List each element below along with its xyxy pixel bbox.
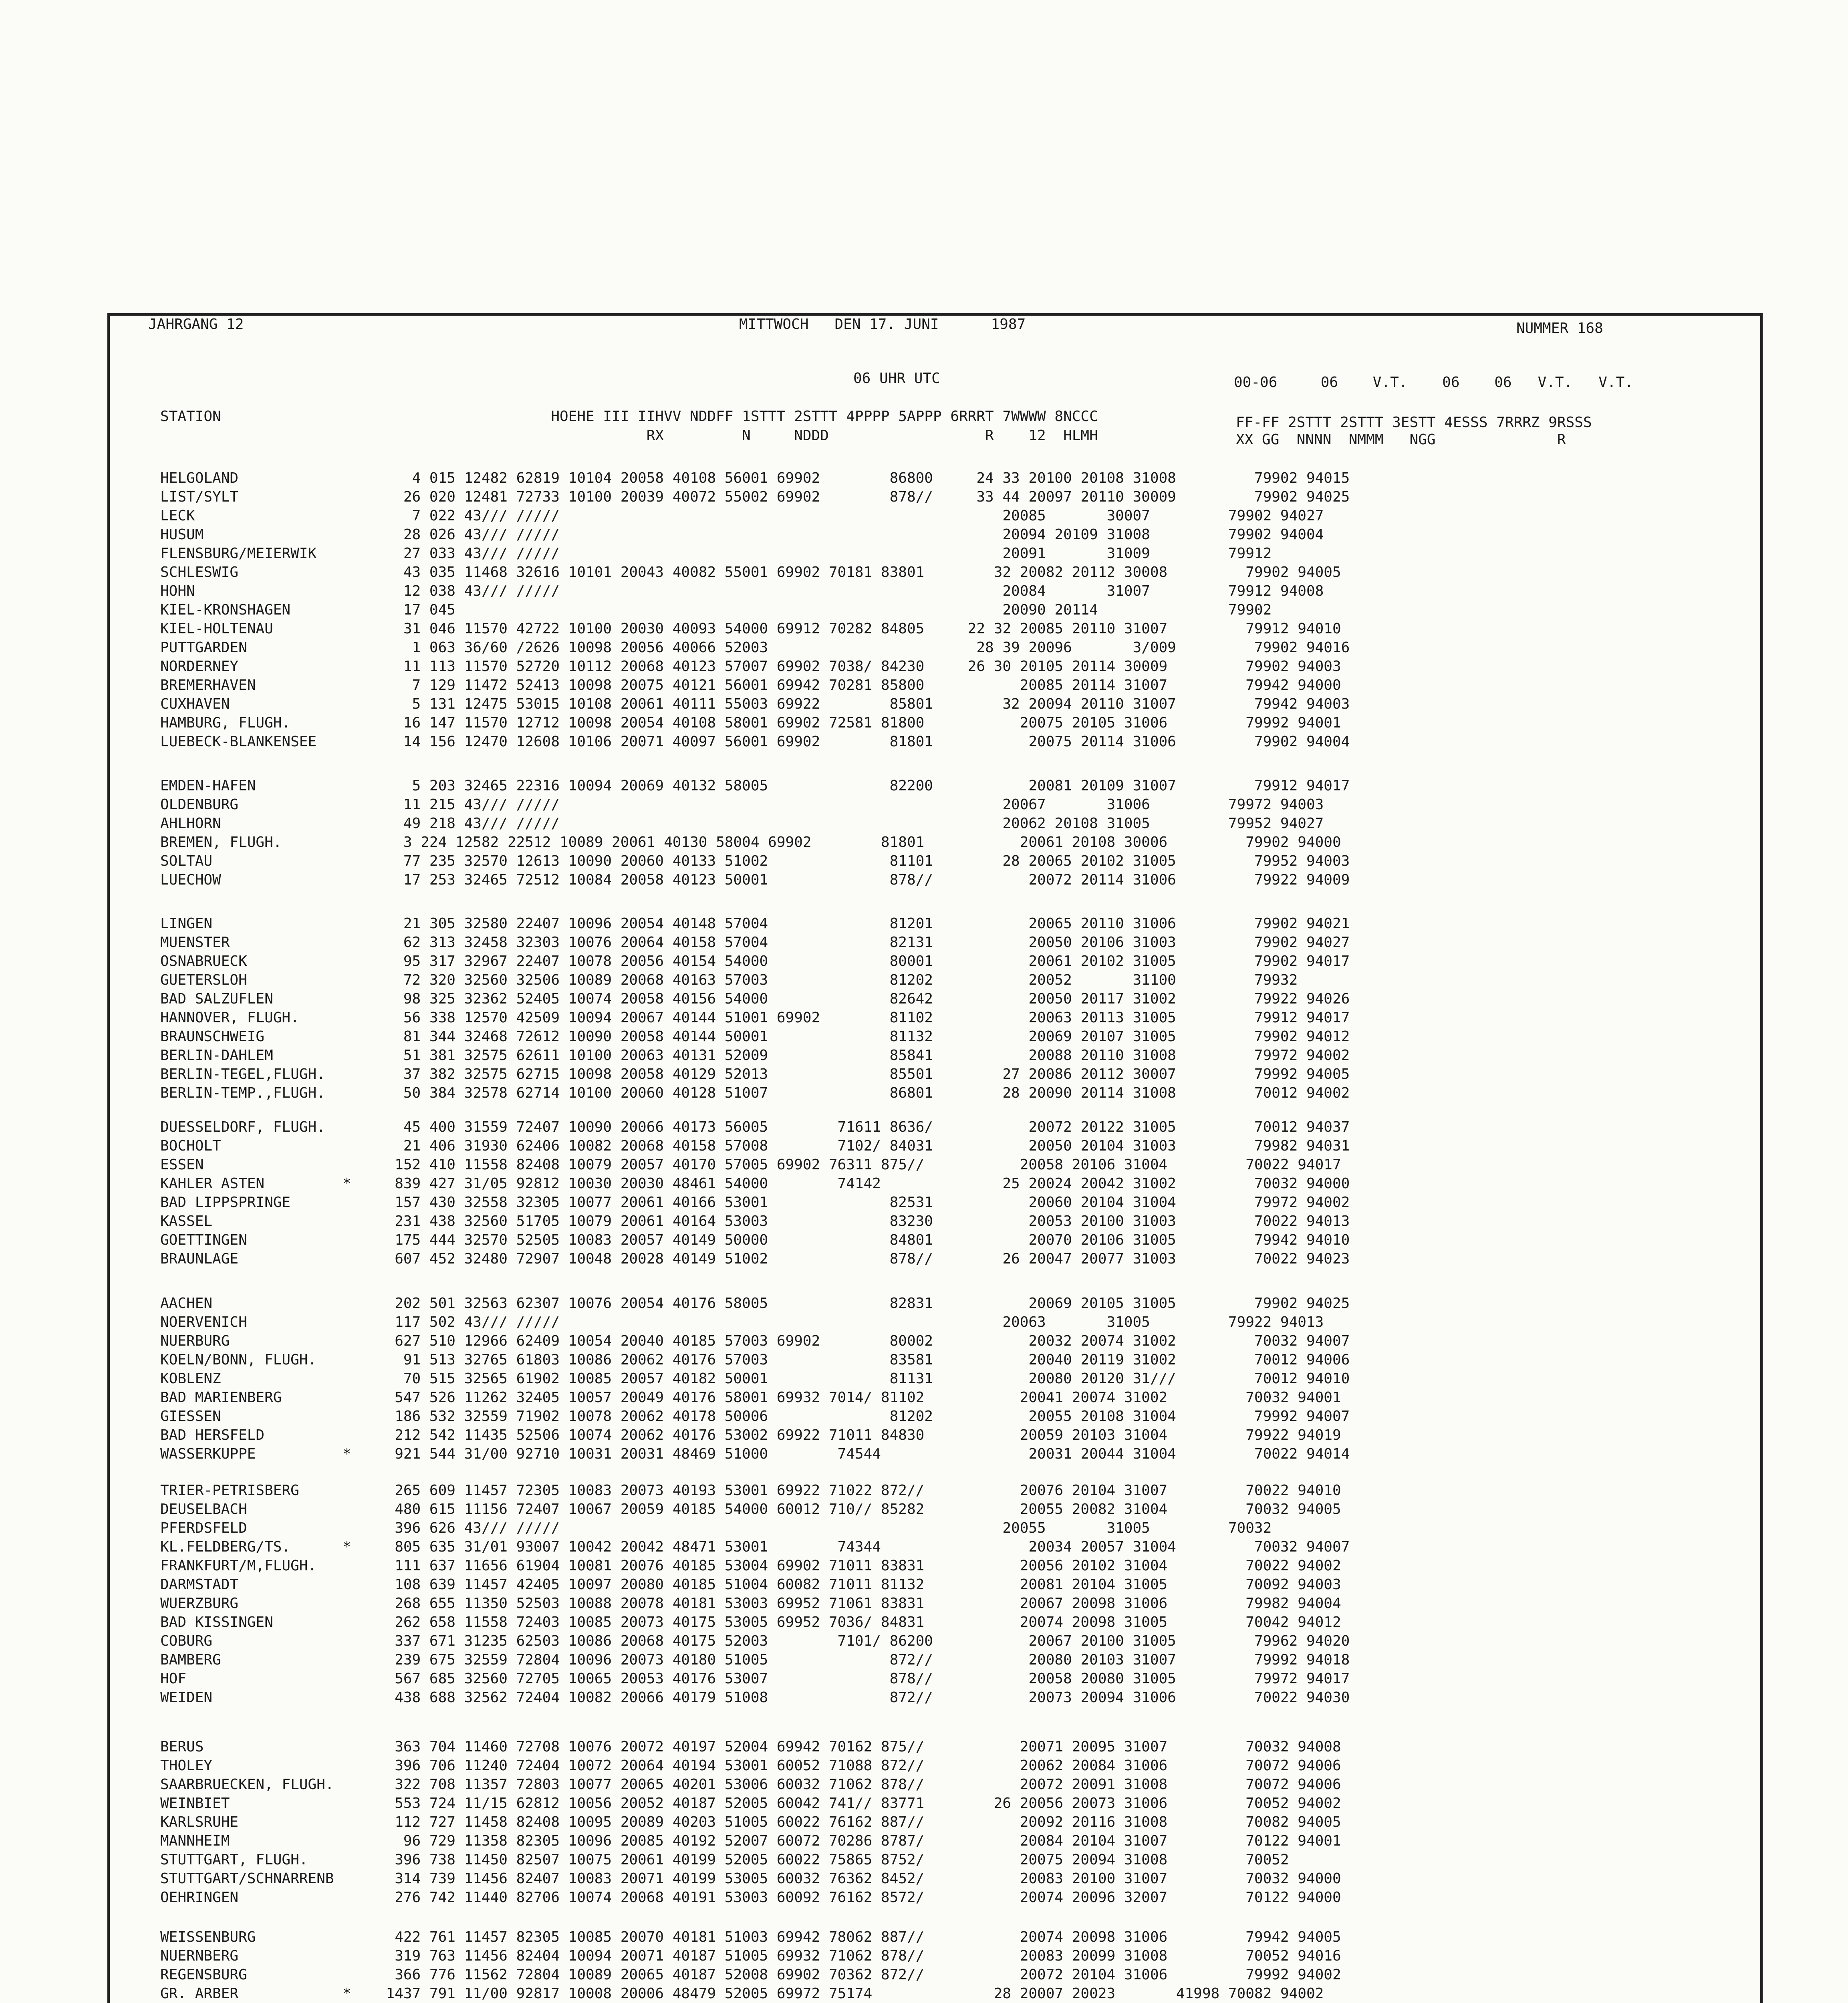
station-row: KASSEL 231 438 32560 51705 10079 20061 40164 53003 83230 20053 20100 31003 70022 94013 [160, 1213, 1350, 1229]
station-row: GOETTINGEN 175 444 32570 52505 10083 20057 40149 50000 84801 20070 20106 31005 79942 94010 [160, 1232, 1350, 1248]
station-row: BREMERHAVEN 7 129 11472 52413 10098 20075 40121 56001 69942 70281 85800 20085 20114 31007 79942 94000 [160, 677, 1341, 693]
station-row: GUETERSLOH 72 320 32560 32506 10089 20068 40163 57003 81202 20052 31100 79932 [160, 972, 1298, 988]
station-row: KAHLER ASTEN * 839 427 31/05 92812 10030 20030 48461 54000 74142 25 20024 20042 31002 70032 94000 [160, 1175, 1350, 1192]
station-row: BOCHOLT 21 406 31930 62406 10082 20068 40158 57008 7102/ 84031 20050 20104 31003 79982 94031 [160, 1138, 1350, 1154]
station-row: NOERVENICH 117 502 43/// ///// 20063 31005 79922 94013 [160, 1314, 1324, 1330]
station-block-5 [160, 1294, 1350, 1463]
station-row: OSNABRUECK 95 317 32967 22407 10078 20056 40154 54000 80001 20061 20102 31005 79902 94017 [160, 953, 1350, 969]
station-row: TRIER-PETRISBERG 265 609 11457 72305 10083 20073 40193 53001 69922 71022 872// 20076 20104 31007 70022 94010 [160, 1482, 1341, 1499]
station-row: MUENSTER 62 313 32458 32303 10076 20064 40158 57004 82131 20050 20106 31003 79902 94027 [160, 934, 1350, 951]
station-row: WEIDEN 438 688 32562 72404 10082 20066 40179 51008 872// 20073 20094 31006 70022 94030 [160, 1689, 1350, 1706]
station-row: COBURG 337 671 31235 62503 10086 20068 40175 52003 7101/ 86200 20067 20100 31005 79962 94020 [160, 1633, 1350, 1649]
station-row: DUESSELDORF, FLUGH. 45 400 31559 72407 10090 20066 40173 56005 71611 8636/ 20072 20122 31005 70012 94037 [160, 1119, 1350, 1135]
station-row: KIEL-KRONSHAGEN 17 045 20090 20114 79902 [160, 602, 1272, 618]
station-row: WUERZBURG 268 655 11350 52503 10088 20078 40181 53003 69952 71061 83831 20067 20098 31006 79982 94004 [160, 1595, 1341, 1612]
station-row: LUEBECK-BLANKENSEE 14 156 12470 12608 10106 20071 40097 56001 69902 81801 20075 20114 31006 79902 94004 [160, 733, 1350, 750]
station-row: BAD KISSINGEN 262 658 11558 72403 10085 20073 40175 53005 69952 7036/ 84831 20074 20098 31005 70042 94012 [160, 1614, 1341, 1630]
station-row: LIST/SYLT 26 020 12481 72733 10100 20039 40072 55002 69902 878// 33 44 20097 20110 30009 79902 94025 [160, 489, 1350, 505]
station-row: BAD LIPPSPRINGE 157 430 32558 32305 10077 20061 40166 53001 82531 20060 20104 31004 79972 94002 [160, 1194, 1350, 1211]
station-row: KIEL-HOLTENAU 31 046 11570 42722 10100 20030 40093 54000 69912 70282 84805 22 32 20085 20110 31007 79912 94010 [160, 621, 1341, 637]
issue-number: NUMMER 168 [1516, 320, 1603, 337]
station-row: BERLIN-DAHLEM 51 381 32575 62611 10100 20063 40131 52009 85841 20088 20110 31008 79972 94002 [160, 1047, 1350, 1064]
station-block-8 [160, 1928, 1341, 2003]
station-row: NORDERNEY 11 113 11570 52720 10112 20068 40123 57007 69902 7038/ 84230 26 30 20105 20114 30009 79902 94003 [160, 658, 1341, 675]
station-row: HOHN 12 038 43/// ///// 20084 31007 79912 94008 [160, 583, 1324, 599]
station-row: MANNHEIM 96 729 11358 82305 10096 20085 40192 52007 60072 70286 8787/ 20084 20104 31007 70122 94001 [160, 1833, 1341, 1849]
station-block-7 [160, 1737, 1341, 1907]
station-row: BAD HERSFELD 212 542 11435 52506 10074 20062 40176 53002 69922 71011 84830 20059 20103 31004 79922 94019 [160, 1427, 1341, 1443]
station-row: BERLIN-TEMP.,FLUGH. 50 384 32578 62714 10100 20060 40128 51007 86801 28 20090 20114 31008 70012 94002 [160, 1085, 1350, 1101]
station-row: HUSUM 28 026 43/// ///// 20094 20109 31008 79902 94004 [160, 526, 1324, 543]
station-row: BERUS 363 704 11460 72708 10076 20072 40197 52004 69942 70162 875// 20071 20095 31007 70032 94008 [160, 1739, 1341, 1755]
station-row: KL.FELDBERG/TS. * 805 635 31/01 93007 10042 20042 48471 53001 74344 20034 20057 31004 70032 94007 [160, 1539, 1350, 1555]
station-block-2 [160, 776, 1350, 889]
column-header-main: STATION HOEHE III IIHVV NDDFF 1STTT 2STTT 4PPPP 5APPP 6RRRT 7WWWW 8NCCC [160, 408, 1098, 425]
station-block-3 [160, 914, 1350, 1102]
station-row: REGENSBURG 366 776 11562 72804 10089 20065 40187 52008 69902 70362 872// 20072 20104 31006 79992 94002 [160, 1967, 1341, 1983]
station-block-6 [160, 1481, 1350, 1707]
station-row: NUERNBERG 319 763 11456 82404 10094 20071 40187 51005 69932 71062 878// 20083 20099 31008 70052 94016 [160, 1948, 1341, 1964]
station-block-4 [160, 1118, 1350, 1268]
station-row: FLENSBURG/MEIERWIK 27 033 43/// ///// 20091 31009 79912 [160, 545, 1272, 562]
column-header-right-sub: XX GG NNNN NMMM NGG R [1236, 431, 1566, 448]
date-label: MITTWOCH DEN 17. JUNI 1987 [739, 316, 1026, 332]
station-row: AACHEN 202 501 32563 62307 10076 20054 40176 58005 82831 20069 20105 31005 79902 94025 [160, 1295, 1350, 1312]
station-row: STUTTGART/SCHNARRENB 314 739 11456 82407 10083 20071 40199 53005 60032 76362 8452/ 20083 20100 31007 70032 94000 [160, 1870, 1341, 1887]
station-row: AHLHORN 49 218 43/// ///// 20062 20108 31005 79952 94027 [160, 815, 1324, 832]
station-row: ESSEN 152 410 11558 82408 10079 20057 40170 57005 69902 76311 875// 20058 20106 31004 70022 94017 [160, 1157, 1341, 1173]
station-row: PFERDSFELD 396 626 43/// ///// 20055 31005 70032 [160, 1520, 1272, 1536]
station-row: HELGOLAND 4 015 12482 62819 10104 20058 40108 56001 69902 86800 24 33 20100 20108 31008 79902 94015 [160, 470, 1350, 486]
station-row: BAD SALZUFLEN 98 325 32362 52405 10074 20058 40156 54000 82642 20050 20117 31002 79922 94026 [160, 991, 1350, 1007]
station-row: WEISSENBURG 422 761 11457 82305 10085 20070 40181 51003 69942 78062 887// 20074 20098 31006 79942 94005 [160, 1929, 1341, 1945]
station-row: SCHLESWIG 43 035 11468 32616 10101 20043 40082 55001 69902 70181 83801 32 20082 20112 30008 79902 94005 [160, 564, 1341, 580]
station-row: BAMBERG 239 675 32559 72804 10096 20073 40180 51005 872// 20080 20103 31007 79992 94018 [160, 1652, 1350, 1668]
station-row: SOLTAU 77 235 32570 12613 10090 20060 40133 51002 81101 28 20065 20102 31005 79952 94003 [160, 853, 1350, 869]
station-row: BREMEN, FLUGH. 3 224 12582 22512 10089 20061 40130 58004 69902 81801 20061 20108 30006 79902 94000 [160, 834, 1341, 850]
station-block-1 [160, 469, 1350, 751]
station-row: EMDEN-HAFEN 5 203 32465 22316 10094 20069 40132 58005 82200 20081 20109 31007 79912 94017 [160, 778, 1350, 794]
station-row: OEHRINGEN 276 742 11440 82706 10074 20068 40191 53003 60092 76162 8572/ 20074 20096 32007 70122 94000 [160, 1889, 1341, 1906]
station-row: BRAUNSCHWEIG 81 344 32468 72612 10090 20058 40144 50001 81132 20069 20107 31005 79902 94012 [160, 1028, 1350, 1045]
period-header: 00-06 06 V.T. 06 06 V.T. V.T. [1234, 374, 1633, 391]
station-row: KOBLENZ 70 515 32565 61902 10085 20057 40182 50001 81131 20080 20120 31/// 70012 94010 [160, 1370, 1350, 1387]
column-header-sub: RX N NDDD R 12 HLMH [160, 427, 1098, 444]
station-row: DARMSTADT 108 639 11457 42405 10097 20080 40185 51004 60082 71011 81132 20081 20104 31005 70092 94003 [160, 1576, 1341, 1593]
station-row: CUXHAVEN 5 131 12475 53015 10108 20061 40111 55003 69922 85801 32 20094 20110 31007 79942 94003 [160, 696, 1350, 712]
station-row: LUECHOW 17 253 32465 72512 10084 20058 40123 50001 878// 20072 20114 31006 79922 94009 [160, 872, 1350, 888]
station-row: LINGEN 21 305 32580 22407 10096 20054 40148 57004 81201 20065 20110 31006 79902 94021 [160, 915, 1350, 932]
station-row: PUTTGARDEN 1 063 36/60 /2626 10098 20056 40066 52003 28 39 20096 3/009 79902 94016 [160, 639, 1350, 656]
station-row: GIESSEN 186 532 32559 71902 10078 20062 40178 50006 81202 20055 20108 31004 79992 94007 [160, 1408, 1350, 1425]
year-label: JAHRGANG 12 [148, 316, 244, 332]
station-row: KOELN/BONN, FLUGH. 91 513 32765 61803 10086 20062 40176 57003 83581 20040 20119 31002 70012 94006 [160, 1352, 1350, 1368]
station-row: HAMBURG, FLUGH. 16 147 11570 12712 10098 20054 40108 58001 69902 72581 81800 20075 20105 31006 79992 94001 [160, 715, 1341, 731]
station-row: WEINBIET 553 724 11/15 62812 10056 20052 40187 52005 60042 741// 83771 26 20056 20073 31006 70052 94002 [160, 1795, 1341, 1812]
station-row: OLDENBURG 11 215 43/// ///// 20067 31006 79972 94003 [160, 796, 1324, 813]
station-row: THOLEY 396 706 11240 72404 10072 20064 40194 53001 60052 71088 872// 20062 20084 31006 70072 94006 [160, 1757, 1341, 1774]
station-row: STUTTGART, FLUGH. 396 738 11450 82507 10075 20061 40199 52005 60022 75865 8752/ 20075 20094 31008 70052 [160, 1852, 1289, 1868]
station-row: WASSERKUPPE * 921 544 31/00 92710 10031 20031 48469 51000 74544 20031 20044 31004 70022 94014 [160, 1446, 1350, 1462]
station-row: FRANKFURT/M,FLUGH. 111 637 11656 61904 10081 20076 40185 53004 69902 71011 83831 20056 20102 31004 70022 94002 [160, 1558, 1341, 1574]
column-header-right: FF-FF 2STTT 2STTT 3ESTT 4ESSS 7RRRZ 9RSSS [1236, 414, 1592, 431]
station-row: DEUSELBACH 480 615 11156 72407 10067 20059 40185 54000 60012 710// 85282 20055 20082 31004 70032 94005 [160, 1501, 1341, 1517]
station-row: HOF 567 685 32560 72705 10065 20053 40176 53007 878// 20058 20080 31005 79972 94017 [160, 1671, 1350, 1687]
station-row: BRAUNLAGE 607 452 32480 72907 10048 20028 40149 51002 878// 26 20047 20077 31003 70022 94023 [160, 1251, 1350, 1267]
station-row: GR. ARBER * 1437 791 11/00 92817 10008 20006 48479 52005 69972 75174 28 20007 20023 41998 70082 94002 [160, 1985, 1324, 2002]
station-row: BAD MARIENBERG 547 526 11262 32405 10057 20049 40176 58001 69932 7014/ 81102 20041 20074 31002 70032 94001 [160, 1389, 1341, 1406]
observation-time: 06 UHR UTC [853, 370, 940, 387]
station-row: KARLSRUHE 112 727 11458 82408 10095 20089 40203 51005 60022 76162 887// 20092 20116 31008 70082 94005 [160, 1814, 1341, 1830]
station-row: SAARBRUECKEN, FLUGH. 322 708 11357 72803 10077 20065 40201 53006 60032 71062 878// 20072 20091 31008 70072 94006 [160, 1776, 1341, 1793]
station-row: BERLIN-TEGEL,FLUGH. 37 382 32575 62715 10098 20058 40129 52013 85501 27 20086 20112 30007 79992 94005 [160, 1066, 1350, 1082]
station-row: NUERBURG 627 510 12966 62409 10054 20040 40185 57003 69902 80002 20032 20074 31002 70032 94007 [160, 1333, 1350, 1349]
station-row: LECK 7 022 43/// ///// 20085 30007 79902 94027 [160, 508, 1324, 524]
station-row: HANNOVER, FLUGH. 56 338 12570 42509 10094 20067 40144 51001 69902 81102 20063 20113 31005 79912 94017 [160, 1010, 1350, 1026]
